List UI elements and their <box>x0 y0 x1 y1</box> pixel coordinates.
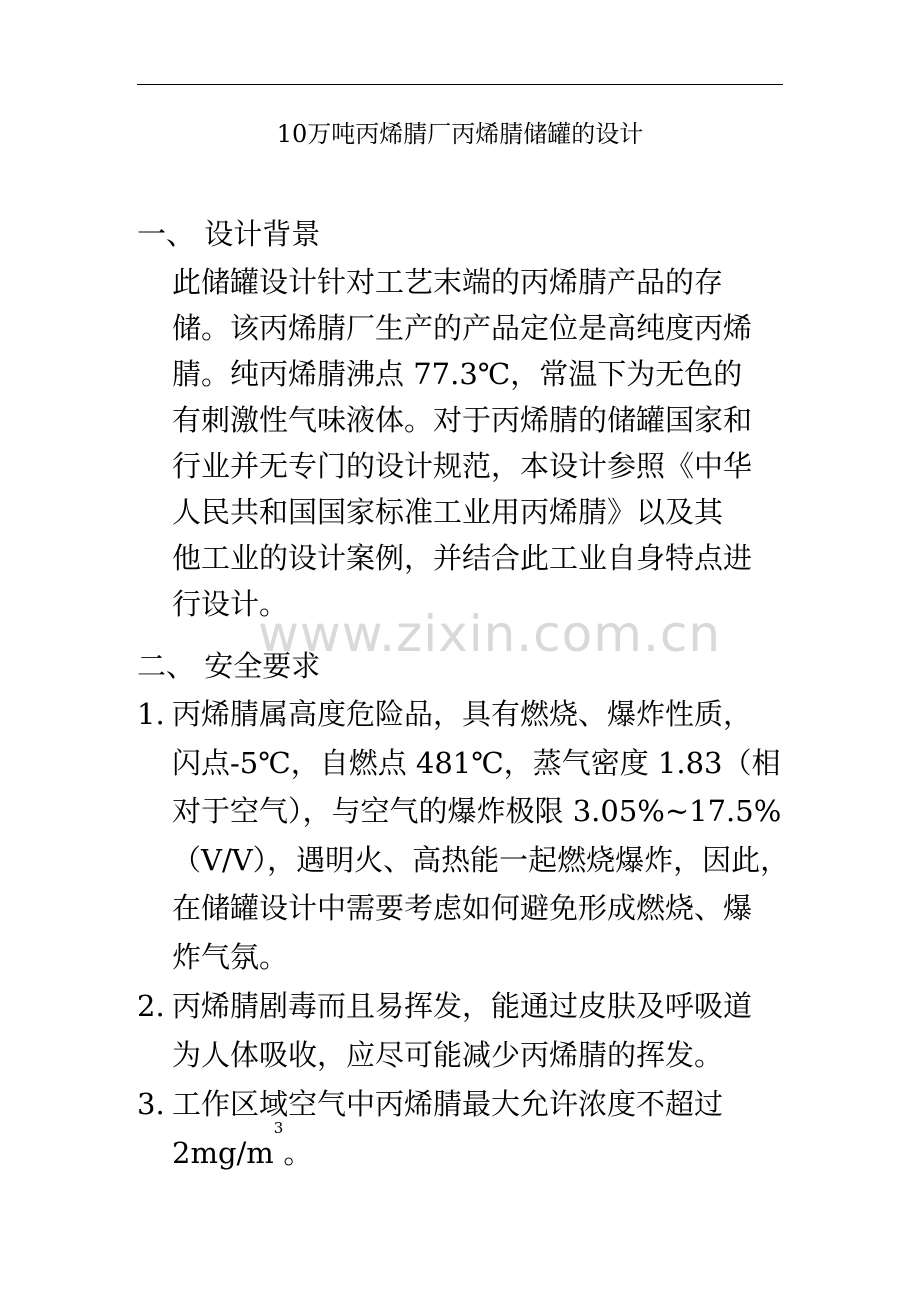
document-title: 10万吨丙烯腈厂丙烯腈储罐的设计 <box>276 120 644 148</box>
list-item-number: 3. <box>137 1087 165 1121</box>
line-end-punctuation: 。 <box>283 1135 313 1170</box>
paragraph-line: 他工业的设计案例，并结合此工业自身特点进 <box>172 541 753 575</box>
paragraph-line: 储。该丙烯腈厂生产的产品定位是高纯度丙烯 <box>172 311 753 345</box>
list-item-line: （V/V），遇明火、高热能一起燃烧爆炸，因此， <box>172 842 790 877</box>
watermark: www.zixin.com.cn <box>258 605 722 663</box>
paragraph-line: 行业并无专门的设计规范，本设计参照《中华 <box>172 449 753 483</box>
list-item-line <box>172 1118 723 1179</box>
list-item-line: 工作区域空气中丙烯腈最大允许浓度不超过 <box>172 1087 724 1121</box>
paragraph-line: 人民共和国国家标准工业用丙烯腈》以及其 <box>172 495 724 529</box>
list-item-number: 2. <box>137 989 165 1023</box>
section-heading-background: 一、 设计背景 <box>137 217 321 251</box>
unit-text: 2mg/m <box>172 1135 274 1170</box>
paragraph-line: 有刺激性气味液体。对于丙烯腈的储罐国家和 <box>172 403 753 437</box>
list-item-line: 丙烯腈剧毒而且易挥发，能通过皮肤及呼吸道 <box>172 989 753 1023</box>
header-rule <box>137 84 783 85</box>
list-item-line: 闪点-5℃，自燃点 481℃，蒸气密度 1.83（相 <box>172 745 781 780</box>
list-item-number: 1. <box>137 697 165 731</box>
section-heading-safety: 二、 安全要求 <box>137 649 321 683</box>
list-item-line: 为人体吸收，应尽可能减少丙烯腈的挥发。 <box>172 1037 724 1072</box>
paragraph-line: 此储罐设计针对工艺末端的丙烯腈产品的存 <box>172 265 724 299</box>
section-paragraph-background <box>172 259 792 627</box>
paragraph-line: 行设计。 <box>172 587 289 621</box>
paragraph-line: 腈。纯丙烯腈沸点 77.3℃，常温下为无色的 <box>172 357 743 391</box>
list-item-line: 对于空气），与空气的爆炸极限 3.05%~17.5% <box>172 794 782 828</box>
list-item-line: 在储罐设计中需要考虑如何避免形成燃烧、爆 <box>172 891 753 925</box>
list-item-line: 炸气氛。 <box>172 939 289 974</box>
list-item-line: 丙烯腈属高度危险品，具有燃烧、爆炸性质， <box>172 697 753 731</box>
unit-superscript: 3 <box>273 1118 284 1137</box>
